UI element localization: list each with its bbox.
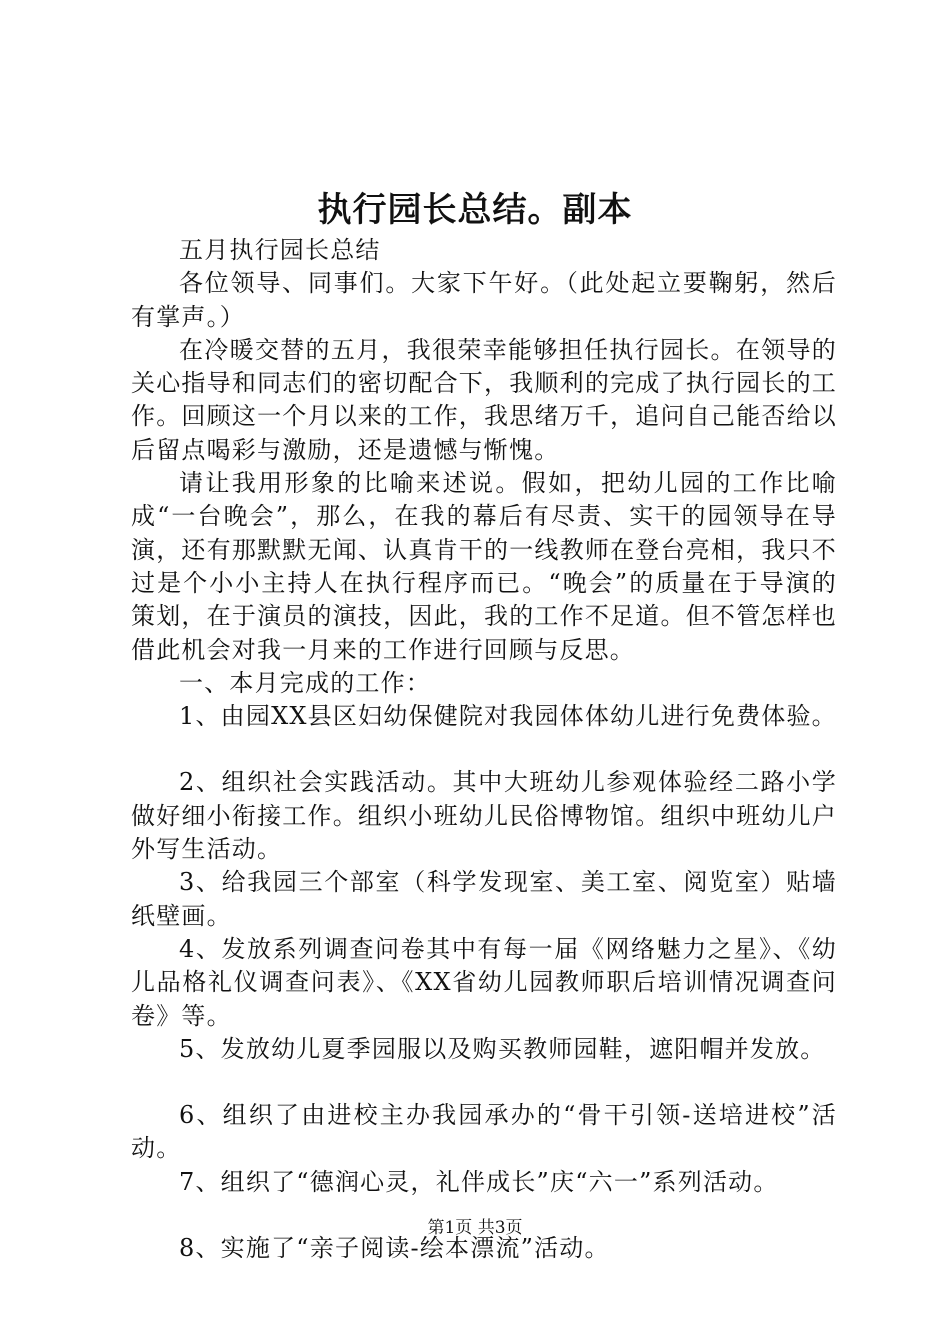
list-item-3: 3、给我园三个部室（科学发现室、美工室、阅览室）贴墙纸壁画。 [131,868,837,930]
list-item-6: 6、组织了由进校主办我园承办的“骨干引领-送培进校”活动。 [131,1101,837,1163]
list-item-7: 7、组织了“德润心灵，礼伴成长”庆“六一”系列活动。 [179,1167,779,1196]
paragraph-greeting: 各位领导、同事们。大家下午好。（此处起立要鞠躬，然后有掌声。） [131,269,837,331]
list-item-8: 8、实施了“亲子阅读-绘本漂流”活动。 [179,1234,610,1263]
list-item-5: 5、发放幼儿夏季园服以及购买教师园鞋，遮阳帽并发放。 [179,1034,826,1063]
list-item-1: 1、由园XX县区妇幼保健院对我园体体幼儿进行免费体验。 [179,702,837,731]
document-title: 执行园长总结。副本 [317,190,633,230]
section-heading-completed-work: 一、本月完成的工作： [179,668,431,697]
paragraph-metaphor: 请让我用形象的比喻来述说。假如，把幼儿园的工作比喻成“一台晚会”，那么，在我的幕后有尽责、实干的园领导在导演，还有那默默无闻、认真肯干的一线教师在登台亮相，我只不过是个小小主持人在执行程序而已。“晚会”的质量在于导演的策划，在于演员的演技，因此，我的工作不足道。但不管怎样也借此机会对我一月来的工作进行回顾与反思。 [131,469,837,664]
page-footer: 第1页 共3页 [427,1218,523,1238]
list-item-2: 2、组织社会实践活动。其中大班幼儿参观体验经二路小学做好细小衔接工作。组织小班幼儿民俗博物馆。组织中班幼儿户外写生活动。 [131,768,837,864]
paragraph-intro: 在冷暖交替的五月，我很荣幸能够担任执行园长。在领导的关心指导和同志们的密切配合下，我顺利的完成了执行园长的工作。回顾这一个月以来的工作，我思绪万千，追问自己能否给以后留点喝彩与激励，还是遗憾与惭愧。 [131,335,837,464]
paragraph-subtitle: 五月执行园长总结 [179,236,381,264]
document-body [131,234,837,1265]
list-item-4: 4、发放系列调查问卷其中有每一届《网络魅力之星》、《幼儿品格礼仪调查问表》、《XX省幼儿园教师职后培训情况调查问卷》等。 [131,934,837,1030]
